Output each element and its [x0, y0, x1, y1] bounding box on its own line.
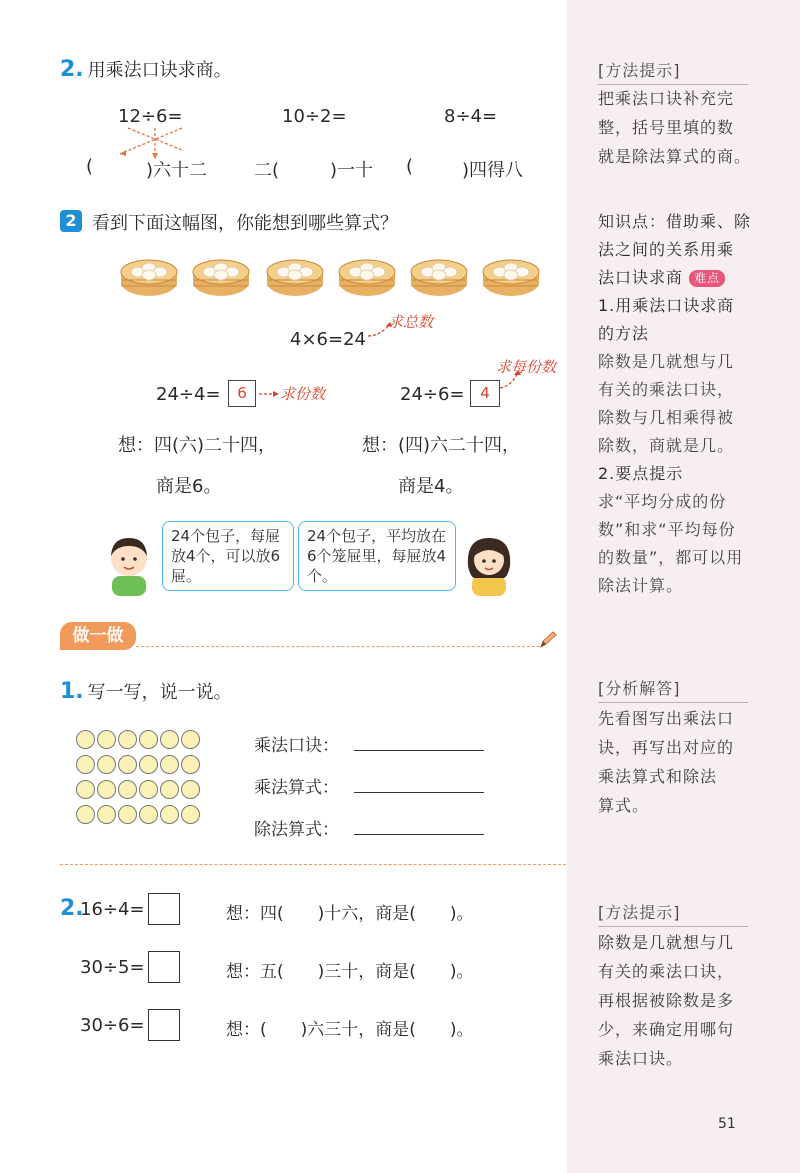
divider [60, 864, 566, 865]
pencil-icon [538, 630, 558, 650]
division-equation-1: 24÷4= [156, 384, 221, 405]
practice-label: 做一做 [60, 622, 136, 650]
answer-box-16-div-4[interactable] [148, 893, 180, 925]
answer-box-30-div-6[interactable] [148, 1009, 180, 1041]
field-label-multiplication-equation: 乘法算式： [254, 778, 339, 798]
quotient-line-1: 商是6。 [156, 476, 222, 497]
practice-expr-16-div-4: 16÷4= [80, 899, 145, 920]
note-total: 求总数 [388, 313, 434, 331]
speech-bubble-boy: 24个包子，每屉放4个，可以放6屉。 [162, 521, 294, 591]
speech-bubble-girl: 24个包子，平均放在6个笼屉里，每屉放4个。 [298, 521, 456, 591]
tip-analysis-heading: [分析解答] [598, 679, 681, 698]
divider [136, 646, 540, 647]
tip-analysis-text: 先看图写出乘法口 诀，再写出对应的 乘法算式和除法 算式。 [598, 709, 735, 815]
practice-q1-heading: 1. 写一写，说一说。 [60, 679, 232, 704]
field-label-multiplication-rhyme: 乘法口诀： [254, 736, 339, 756]
tip-method-text-1: 把乘法口诀补充完 整，括号里填的数 就是除法算式的商。 [598, 89, 752, 166]
practice-expr-30-div-5: 30÷5= [80, 957, 145, 978]
steamer-basket [120, 256, 178, 298]
example-badge: 2 [60, 210, 82, 232]
practice-think-1: 想：四( )十六，商是( )。 [226, 904, 474, 924]
practice-think-2: 想：五( )三十，商是( )。 [226, 962, 474, 982]
answer-line-rhyme[interactable] [354, 750, 484, 751]
answer-line-division[interactable] [354, 834, 484, 835]
answer-line-multiplication[interactable] [354, 792, 484, 793]
difficulty-badge: 难点 [689, 270, 725, 287]
answer-box-1: 6 [228, 380, 256, 407]
divider [598, 702, 748, 703]
page-number: 51 [718, 1116, 736, 1132]
practice-think-3: 想：( )六三十，商是( )。 [226, 1020, 474, 1040]
steamer-basket [338, 256, 396, 298]
fill-blank-2-open: 二( [254, 160, 280, 181]
quotient-line-2: 商是4。 [398, 476, 464, 497]
think-line-1: 想：四(六)二十四， [118, 435, 277, 456]
answer-box-2: 4 [470, 380, 500, 407]
practice-q2-number: 2. [60, 896, 84, 921]
steamer-basket [192, 256, 250, 298]
example-2-title: 看到下面这幅图，你能想到哪些算式？ [92, 213, 398, 234]
multiplication-equation: 4×6=24 [290, 329, 366, 350]
division-equation-2: 24÷6= [400, 384, 465, 405]
hint-arrows-graphic [110, 126, 200, 160]
arrow-icon [258, 388, 280, 400]
knowledge-point: 知识点：借助乘、除 法之间的关系用乘 法口诀求商 难点 1.用乘法口诀求商 的方法 除数是几就想与几 有关的乘法口诀， 除数与几相乘得被 除数，商就是几。 2.要点提示 求“平均分成的份 数”和求“平均每份 的数量”，都可以用 除法计算。 [598, 212, 752, 595]
field-label-division-equation: 除法算式： [254, 820, 339, 840]
fill-blank-2-text: )一十 [330, 160, 374, 181]
fill-blank-1-open: ( [86, 156, 94, 177]
think-line-2: 想：(四)六二十四， [362, 435, 521, 456]
fill-blank-3-open: ( [406, 156, 414, 177]
note-per-part: 求每份数 [496, 358, 557, 376]
boy-avatar [102, 532, 156, 596]
practice-expr-30-div-6: 30÷6= [80, 1015, 145, 1036]
question-2-heading: 2. 用乘法口诀求商。 [60, 57, 232, 82]
expression-12-div-6: 12÷6= [118, 106, 183, 127]
expression-10-div-2: 10÷2= [282, 106, 347, 127]
note-parts: 求份数 [280, 385, 326, 403]
tip-method-heading-2: [方法提示] [598, 903, 681, 922]
circle-grid [76, 730, 202, 824]
girl-avatar [460, 532, 516, 596]
fill-blank-1-text: )六十二 [146, 160, 208, 181]
steamer-basket [266, 256, 324, 298]
fill-blank-3-text: )四得八 [462, 160, 524, 181]
answer-box-30-div-5[interactable] [148, 951, 180, 983]
tip-method-heading-1: [方法提示] [598, 61, 681, 80]
expression-8-div-4: 8÷4= [444, 106, 498, 127]
tip-method-text-2: 除数是几就想与几 有关的乘法口诀， 再根据被除数是多 少，来确定用哪句 乘法口诀。 [598, 933, 735, 1068]
divider [598, 926, 748, 927]
steamer-basket [410, 256, 468, 298]
steamer-basket [482, 256, 540, 298]
